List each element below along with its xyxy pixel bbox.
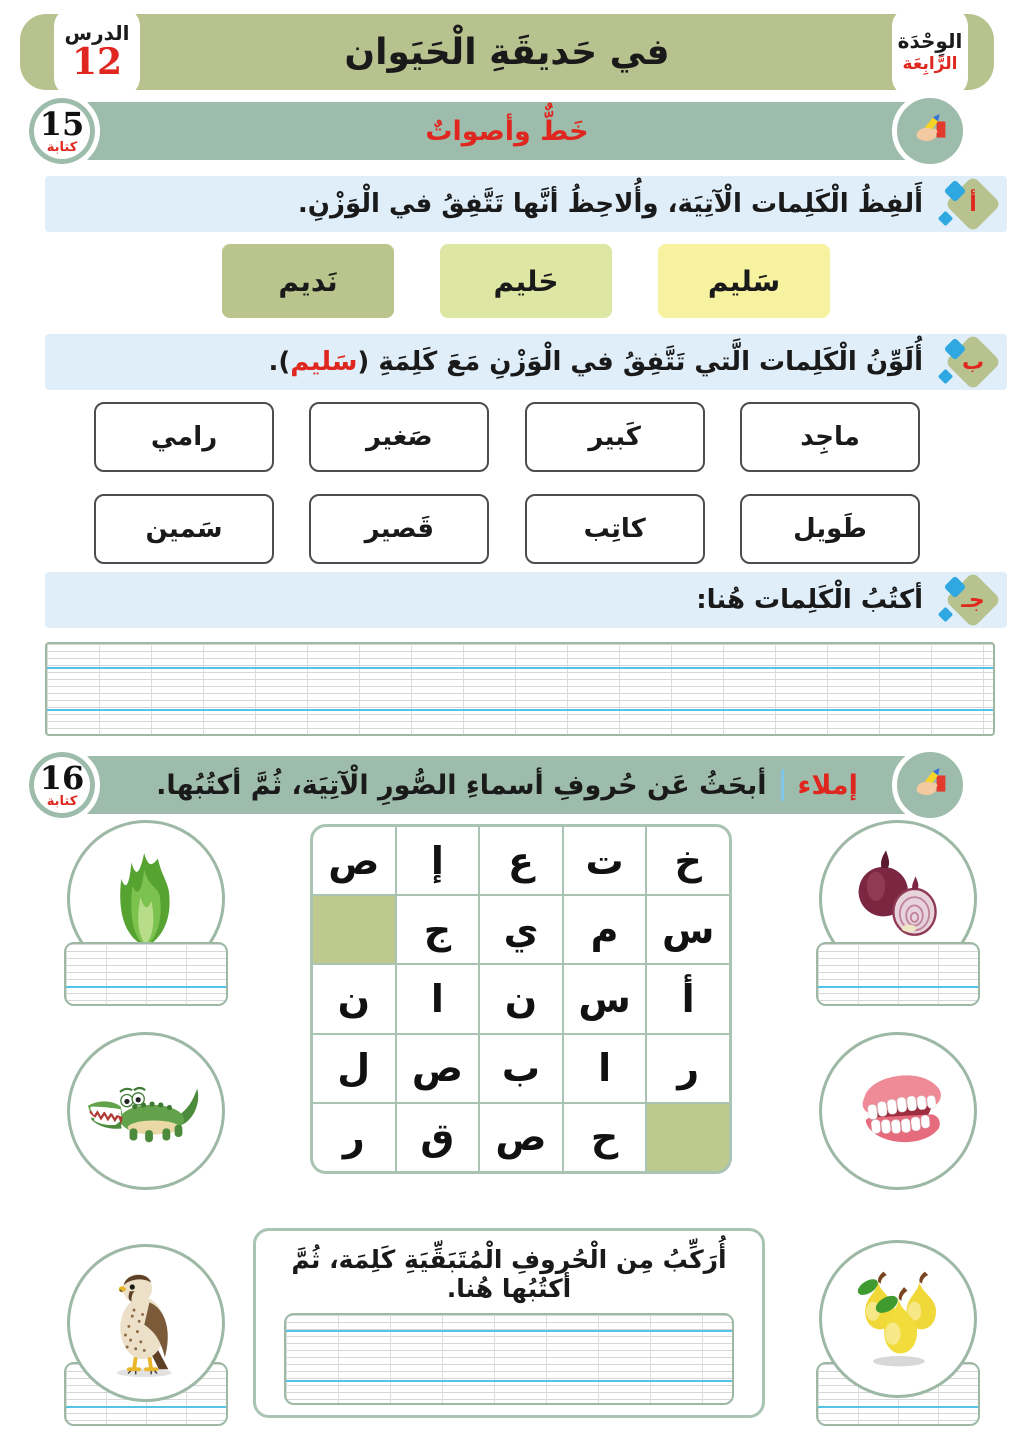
letter-cell[interactable]: س [564,965,646,1032]
letter-cell[interactable]: ي [480,896,562,963]
letter-cell[interactable]: م [564,896,646,963]
section-16-number: 16 [39,759,85,797]
pears-image [842,1263,954,1375]
task-b-highlight-word: سَليم [290,347,358,377]
letter-cell[interactable]: أ [647,965,729,1032]
unit-name: الرَّابِعَة [902,53,958,74]
letter-cell[interactable]: ع [480,827,562,894]
answer-box-lettuce[interactable] [64,942,228,1006]
section-15-number: 15 [39,105,85,143]
letter-cell[interactable]: ج [397,896,479,963]
blue-diamond-icon [938,607,954,623]
word-card-nadim: نَديم [222,244,394,318]
section-16-number-label: كتابة [46,794,78,809]
section-16-content [0,820,1014,1442]
answer-box-onion[interactable] [816,942,980,1006]
task-c-header [45,572,1007,628]
word-box-tawil[interactable]: طَويل [740,494,920,564]
letter-cell[interactable]: ا [564,1035,646,1102]
word-row [94,494,920,564]
task-b-text-before: أُلَوِّنُ الْكَلِمات الَّتي تَتَّفِقُ في الْوَزْنِ مَعَ كَلِمَةِ ( [357,347,923,377]
photo-unit-pears [816,1240,980,1398]
letter-cell-green[interactable] [647,1104,729,1171]
letter-cell[interactable]: ح [564,1104,646,1171]
word-box-rami[interactable]: رامي [94,402,274,472]
letter-cell[interactable]: ص [313,827,395,894]
task-b-marker [935,334,997,390]
letter-cell[interactable]: ل [313,1035,395,1102]
task-a-header [45,176,1007,232]
separator [781,769,784,801]
pears-image-frame [819,1240,977,1398]
writing-area-main[interactable] [45,642,995,736]
letter-cell[interactable]: ب [480,1035,562,1102]
lesson-badge [54,8,140,96]
task-b-instruction [268,347,923,377]
photo-unit-lettuce [64,820,228,978]
unit-badge [892,8,968,96]
letter-cell[interactable]: س [647,896,729,963]
falcon-image-frame [67,1244,225,1402]
letter-cell[interactable]: ت [564,827,646,894]
letter-cell[interactable]: ص [397,1035,479,1102]
page-header [20,14,994,90]
word-box-saghir[interactable]: صَغير [309,402,489,472]
word-card-salim: سَليم [658,244,830,318]
lesson-label: الدرس [64,20,130,45]
word-box-qasir[interactable]: قَصير [309,494,489,564]
letter-cell[interactable]: إ [397,827,479,894]
word-card-halim: حَليم [440,244,612,318]
unit-label: الوِحْدَة [897,28,963,53]
section-16-tag: إملاء [797,769,858,801]
page-title: في حَديقَةِ الْحَيَوان [344,31,670,73]
letter-cell[interactable]: ن [480,965,562,1032]
photo-unit-onion [816,820,980,978]
task-a-instruction: أَلفِظُ الْكَلِمات الْآتِيَة، وأُلاحِظُ أنَّها تَتَّفِقُ في الْوَزْنِ. [297,189,923,219]
section-15-number-label: كتابة [46,140,78,155]
word-box-majid[interactable]: ماجِد [740,402,920,472]
hand-pencil-icon [908,109,952,153]
task-d-instruction: أُرَكِّبُ مِن الْحُروفِ الْمُتَبَقِّيَةِ كَلِمَة، ثُمَّ أكتُبُها هُنا. [291,1245,727,1303]
blue-diamond-icon [938,369,954,385]
task-a-words [0,244,830,318]
writing-pencil-icon [892,93,968,169]
section-15-number-badge [24,93,100,169]
section-16-number-badge [24,747,100,823]
letter-cell[interactable]: خ [647,827,729,894]
photo-unit-crocodile [64,1032,228,1190]
task-c-marker [935,572,997,628]
section-16-bar [39,756,934,814]
letter-cell[interactable]: ا [397,965,479,1032]
task-d-box [253,1228,765,1418]
task-d-writing-area[interactable] [284,1313,734,1405]
task-c-marker-letter: جـ [961,587,985,613]
task-a-marker-letter: أ [969,191,977,217]
letter-cell[interactable]: ص [480,1104,562,1171]
writing-pencil-icon [892,747,968,823]
letter-cell[interactable]: ر [647,1035,729,1102]
task-b-marker-letter: ب [961,349,985,375]
letter-cell[interactable]: ق [397,1104,479,1171]
word-row [94,402,920,472]
section-16-title: أبحَثُ عَن حُروفِ أسماءِ الصُّورِ الْآتِيَة، ثُمَّ أكتُبُها. [156,769,767,801]
section-15-bar [39,102,934,160]
falcon-image [94,1263,198,1383]
hand-pencil-icon [908,763,952,807]
letter-grid [310,824,732,1174]
photo-unit-falcon [64,1244,228,1402]
teeth-image-frame [819,1032,977,1190]
letter-cell-green[interactable] [313,896,395,963]
word-box-samin[interactable]: سَمين [94,494,274,564]
red-onion-image [843,844,953,954]
task-c-instruction: أكتُبُ الْكَلِمات هُنا: [696,585,923,615]
task-b-header [45,334,1007,390]
task-b-text-after: ). [268,347,291,377]
word-box-kabir[interactable]: كَبير [525,402,705,472]
teeth-image [839,1061,957,1161]
header-bar [20,14,994,90]
crocodile-image-frame [67,1032,225,1190]
lesson-number: 12 [71,40,123,83]
crocodile-image [81,1065,211,1157]
lettuce-image [91,844,201,954]
letter-cell[interactable]: ر [313,1104,395,1171]
letter-cell[interactable]: ن [313,965,395,1032]
section-15-title: خَطٌّ وأصواتٌ [425,115,589,147]
task-a-marker [935,176,997,232]
photo-unit-teeth [816,1032,980,1190]
blue-diamond-icon [938,211,954,227]
word-box-katib[interactable]: كاتِب [525,494,705,564]
task-b-word-grid [94,402,920,564]
